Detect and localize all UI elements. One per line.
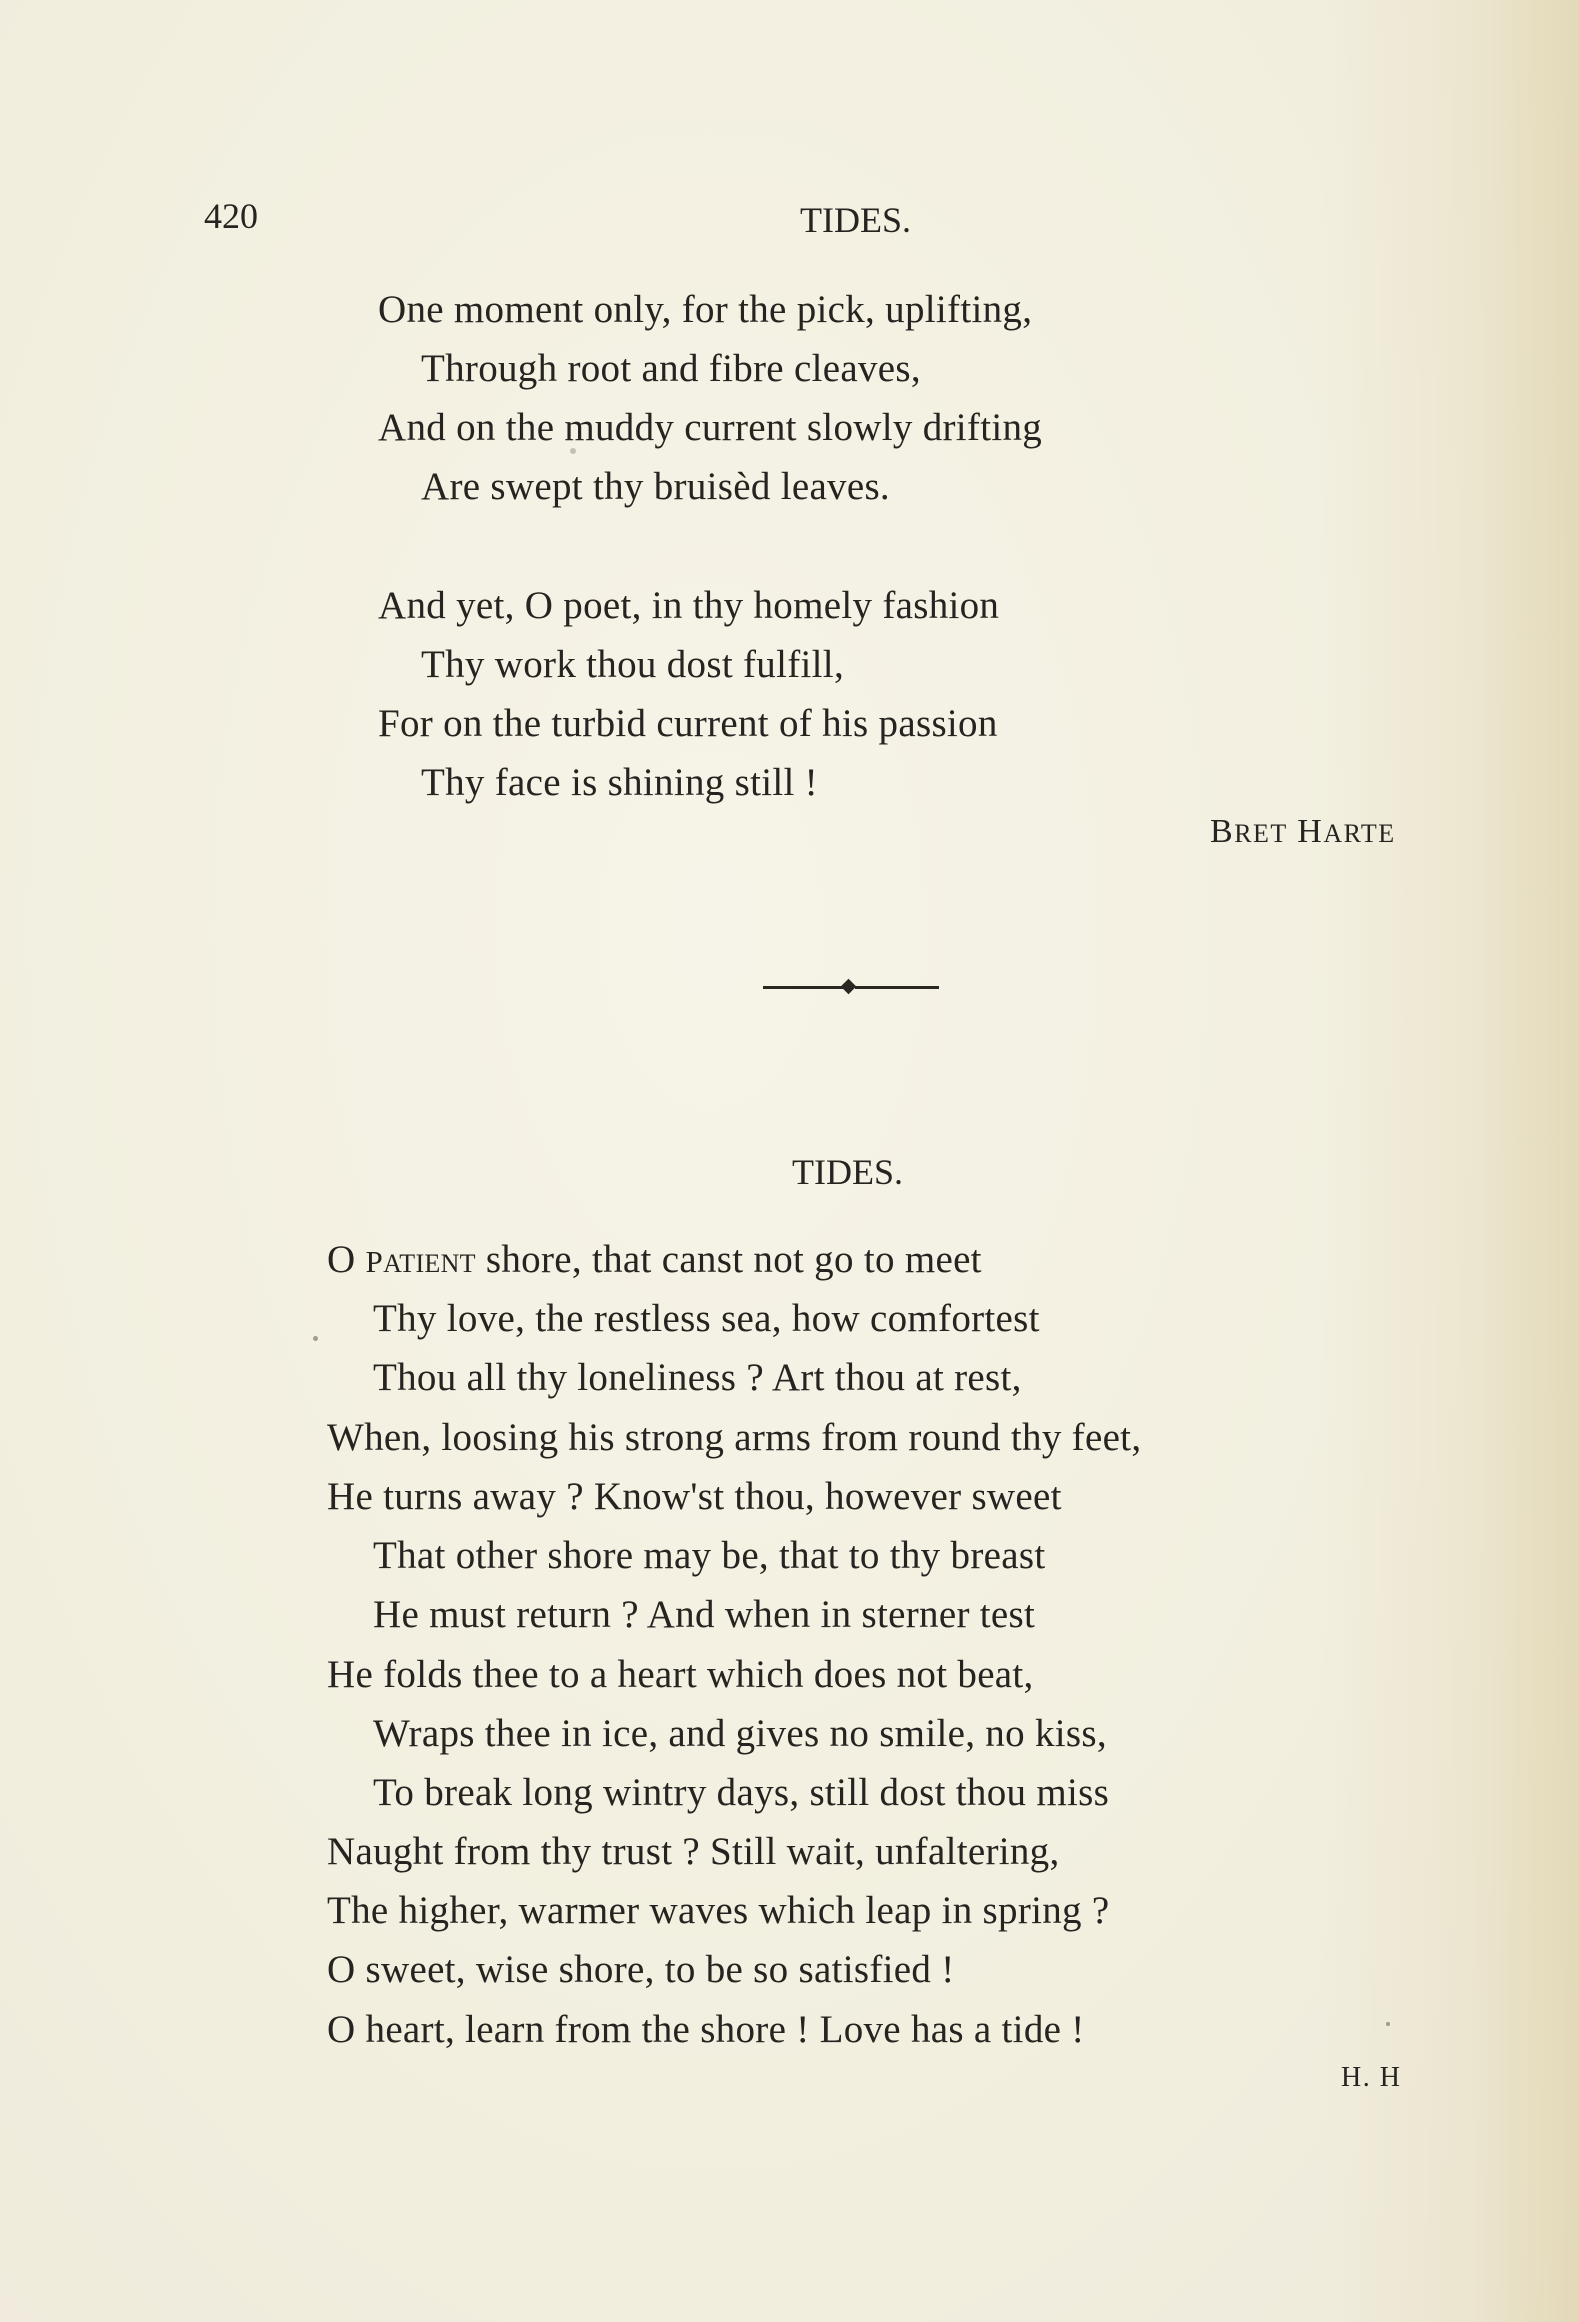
poem-author: BRET HARTE xyxy=(1210,813,1396,850)
poem-line: O heart, learn from the shore ! Love has a tide ! xyxy=(327,2008,1085,2051)
poem-line: When, loosing his strong arms from round thy feet, xyxy=(327,1416,1142,1459)
poem-line: Thy face is shining still ! xyxy=(421,761,818,804)
poem-line: Are swept thy bruisèd leaves. xyxy=(421,465,890,508)
poem-line: Naught from thy trust ? Still wait, unfaltering, xyxy=(327,1830,1060,1873)
poem-title: TIDES. xyxy=(792,1152,903,1192)
poem-line: One moment only, for the pick, uplifting, xyxy=(378,288,1033,331)
poem-line: He turns away ? Know'st thou, however sweet xyxy=(327,1475,1062,1518)
poem-line: To break long wintry days, still dost thou miss xyxy=(373,1771,1110,1814)
paper-speck xyxy=(313,1336,318,1341)
poem-line: O sweet, wise shore, to be so satisfied ! xyxy=(327,1948,955,1991)
page-number: 420 xyxy=(204,196,258,236)
poem-line: And on the muddy current slowly drifting xyxy=(378,406,1043,449)
poem-line: The higher, warmer waves which leap in spring ? xyxy=(327,1889,1110,1932)
poem-line: Wraps thee in ice, and gives no smile, no kiss, xyxy=(373,1712,1107,1755)
paper-speck xyxy=(1386,2022,1390,2026)
running-title: TIDES. xyxy=(800,200,911,240)
poem-line: He folds thee to a heart which does not beat, xyxy=(327,1653,1034,1696)
poem-line: Thy love, the restless sea, how comfortest xyxy=(373,1297,1040,1340)
poem-line: He must return ? And when in sterner test xyxy=(373,1593,1036,1636)
poem-line: Thy work thou dost fulfill, xyxy=(421,643,844,686)
poem-line: O PATIENT shore, that canst not go to meet xyxy=(327,1238,982,1281)
poem-line: And yet, O poet, in thy homely fashion xyxy=(378,584,1000,627)
poem-line: Through root and fibre cleaves, xyxy=(421,347,921,390)
section-divider-ornament xyxy=(763,980,939,994)
poem-line: Thou all thy loneliness ? Art thou at rest, xyxy=(373,1356,1022,1399)
poem-line: That other shore may be, that to thy breast xyxy=(373,1534,1046,1577)
poem-author: H. H xyxy=(1341,2062,1402,2093)
poem-line: For on the turbid current of his passion xyxy=(378,702,998,745)
paper-speck xyxy=(570,448,576,454)
